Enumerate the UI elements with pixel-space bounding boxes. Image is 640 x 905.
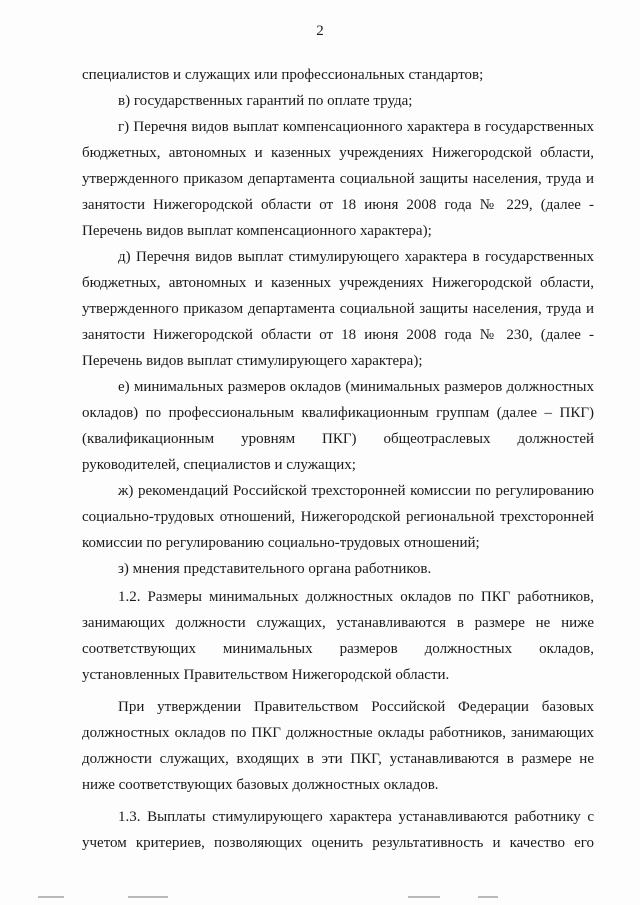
- paragraph-item-v: в) государственных гарантий по оплате труда;: [118, 93, 413, 109]
- paragraph-continuation: специалистов и служащих или профессиональных стандартов;: [82, 67, 484, 83]
- paragraph-item-d: д) Перечня видов выплат стимулирующего характера в государственных бюджетных, автономных и казенных учреждениях Нижегородской области, утвержденного приказом департамента социальной защиты населения, труда и занятости Нижегородской области от 18 июня 2008 года № 230, (далее - Перечень видов выплат стимулирующего характера);: [82, 249, 594, 369]
- paragraph-item-z: з) мнения представительного органа работников.: [118, 561, 432, 577]
- paragraph-base-salaries: При утверждении Правительством Российской Федерации базовых должностных окладов по ПКГ должностные оклады работников, занимающих должности служащих, входящих в эти ПКГ, устанавливаются в размере не ниже соответствующих базовых должностных окладов.: [82, 699, 594, 793]
- page-number: 2: [316, 23, 324, 39]
- paragraph-item-g: г) Перечня видов выплат компенсационного характера в государственных бюджетных, автономных и казенных учреждениях Нижегородской области, утвержденного приказом департамента социальной защиты населения, труда и занятости Нижегородской области от 18 июня 2008 года № 229, (далее - Перечень видов выплат компенсационного характера);: [82, 119, 594, 239]
- paragraph-item-e: е) минимальных размеров окладов (минимальных размеров должностных окладов) по профессиональным квалификационным группам (далее – ПКГ) (квалификационным уровням ПКГ) общеотраслевых должностей руководителей, специалистов и служащих;: [82, 379, 594, 473]
- document-body: [82, 62, 594, 856]
- paragraph-1-2: 1.2. Размеры минимальных должностных окладов по ПКГ работников, занимающих должности служащих, устанавливаются в размере не ниже соответствующих минимальных размеров должностных окладов, установленных Правительством Нижегородской области.: [82, 589, 594, 683]
- scan-edge-marks: [38, 896, 608, 902]
- paragraph-item-zh: ж) рекомендаций Российской трехсторонней комиссии по регулированию социально-трудовых отношений, Нижегородской региональной трехсторонней комиссии по регулированию социально-трудовых отношений;: [82, 483, 594, 551]
- paragraph-1-3: 1.3. Выплаты стимулирующего характера устанавливаются работнику с учетом критериев, позволяющих оценить результативность и качество его: [82, 809, 594, 851]
